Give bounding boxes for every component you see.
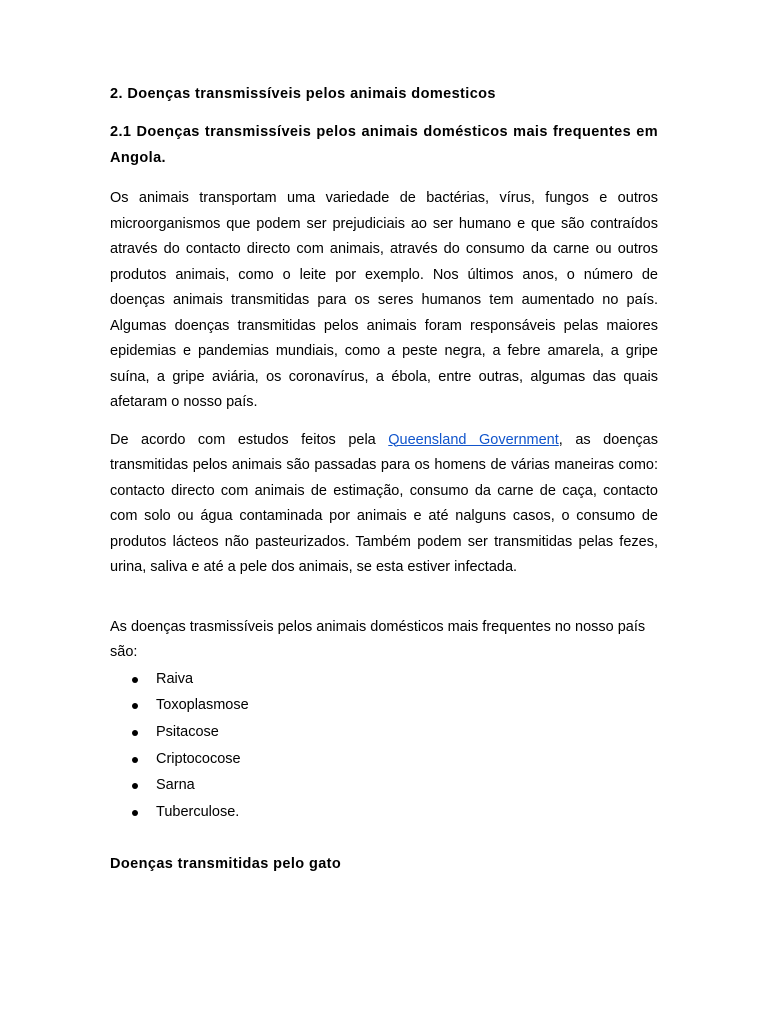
list-item [110,666,658,693]
paragraph-text-before-link: De acordo com estudos feitos pela [110,431,389,448]
list-item-label: Tuberculose. [156,803,240,820]
list-item [110,719,658,746]
list-item [110,772,658,799]
list-item [110,746,658,773]
paragraph-intro: Os animais transportam uma variedade de bactérias, vírus, fungos e outros microorganismos que podem ser prejudiciais ao ser humano e que são contraídos através do contacto directo com animais, através do consumo da carne ou outros produtos animais, como o leite por exemplo. Nos últimos anos, o número de doenças animais transmitidas para os seres humanos tem aumentado no país. Algumas doenças transmitidas pelos animais foram responsáveis pelas maiores epidemias e pandemias mundiais, como a peste negra, a febre amarela, a gripe suína, a gripe aviária, os coronavírus, a ébola, entre outras, algumas das quais afetaram o nosso país. [110,190,658,410]
paragraph-transmission [110,428,658,581]
section-heading-main: 2. Doenças transmissíveis pelos animais domesticos [110,86,496,102]
document-body [110,82,658,877]
list-item-label: Sarna [156,777,195,794]
queensland-government-link[interactable]: Queensland Government [388,431,559,448]
list-item-label: Criptococose [156,750,241,767]
bullet-icon [132,783,138,789]
cat-diseases-heading: Doenças transmitidas pelo gato [110,855,342,872]
list-item [110,692,658,719]
subsection-heading: 2.1 Doenças transmissíveis pelos animais domésticos mais frequentes em Angola. [110,124,658,166]
disease-list [110,666,658,826]
list-item-label: Raiva [156,670,194,687]
bullet-icon [132,810,138,816]
bullet-icon [132,703,138,709]
bullet-icon [132,757,138,763]
list-intro-text: As doenças trasmissíveis pelos animais domésticos mais frequentes no nosso país são: [110,618,646,660]
bullet-icon [132,730,138,736]
paragraph-text-after-link: , as doenças transmitidas pelos animais são passadas para os homens de várias maneiras como: contacto directo com animais de estimação, consumo da carne de caça, contacto com solo ou água contaminada por animais e até nalguns casos, o consumo de produtos lácteos não pasteurizados. Também podem ser transmitidas pelas fezes, urina, saliva e até a pele dos animais, se esta estiver infectada. [110,431,658,575]
bullet-icon [132,677,138,683]
list-item-label: Psitacose [156,723,219,740]
list-item [110,799,658,826]
list-item-label: Toxoplasmose [156,697,249,714]
